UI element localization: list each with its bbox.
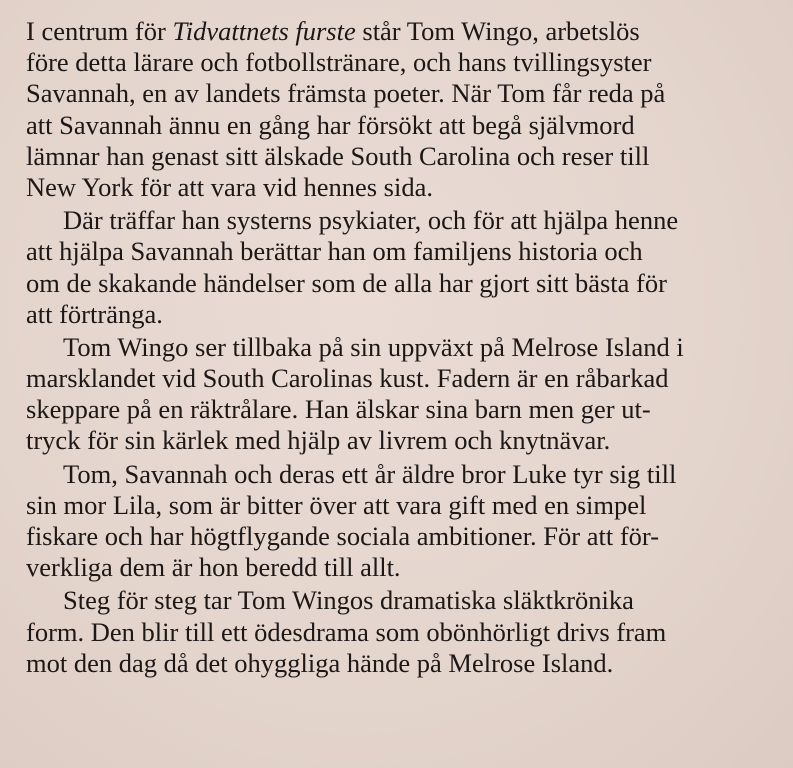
text-line: Där träffar han systerns psykiater, och för att hjälpa henne: [63, 205, 679, 236]
text-line: mot den dag då det ohyggliga hände på Melrose Island.: [26, 647, 614, 678]
paragraph-4: [26, 459, 783, 584]
paragraph-3: [26, 332, 783, 457]
text-line: form. Den blir till ett ödesdrama som obönhörligt drivs fram: [26, 616, 667, 647]
text-line: Tom, Savannah och deras ett år äldre bror Luke tyr sig till: [63, 458, 677, 489]
text-line: Tom Wingo ser tillbaka på sin uppväxt på Melrose Island i: [63, 331, 684, 362]
text-line: marsklandet vid South Carolinas kust. Fadern är en råbarkad: [26, 363, 669, 394]
paragraph-2: [26, 205, 783, 330]
text-line: I centrum för Tidvattnets furste står Tom Wingo, arbetslös: [26, 16, 640, 46]
text-line: att förtränga.: [26, 298, 163, 329]
text-line: skeppare på en räktrålare. Han älskar sina barn men ger ut-: [26, 394, 651, 425]
text-line: att Savannah ännu en gång har försökt att begå självmord: [26, 109, 635, 140]
text-line: lämnar han genast sitt älskade South Carolina och reser till: [26, 140, 650, 171]
text-line: New York för att vara vid hennes sida.: [26, 171, 433, 202]
paragraph-1: [26, 16, 783, 203]
text-line: tryck för sin kärlek med hjälp av livrem och knytnävar.: [26, 425, 611, 456]
text-line: verkliga dem är hon beredd till allt.: [26, 552, 401, 583]
text-line: fiskare och har högtflygande sociala ambitioner. För att för-: [26, 521, 660, 551]
text-line: Steg för steg tar Tom Wingos dramatiska släktkrönika: [63, 585, 634, 616]
text-line: före detta lärare och fotbollstränare, och hans tvillingsyster: [26, 47, 652, 78]
text-line: sin mor Lila, som är bitter över att vara gift med en simpel: [26, 489, 647, 520]
paragraph-5: [26, 585, 783, 679]
text-line: att hjälpa Savannah berättar han om familjens historia och: [26, 236, 643, 267]
book-title: Tidvattnets furste: [172, 16, 356, 46]
text-line: om de skakande händelser som de alla har gjort sitt bästa för: [26, 267, 667, 298]
text-line: Savannah, en av landets främsta poeter. När Tom får reda på: [26, 78, 666, 109]
